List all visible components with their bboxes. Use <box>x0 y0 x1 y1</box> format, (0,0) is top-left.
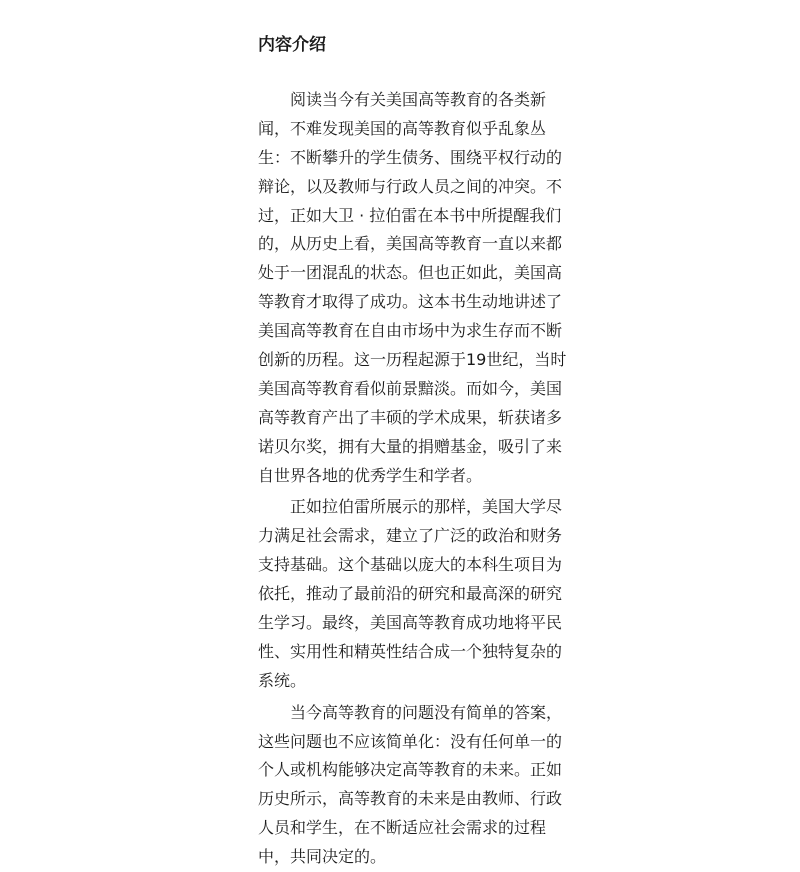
paragraph-line: 辩论，以及教师与行政人员之间的冲突。不 <box>258 176 563 196</box>
paragraph-line: 性、实用性和精英性结合成一个独特复杂的 <box>258 641 563 661</box>
paragraph-line: 正如拉伯雷所展示的那样，美国大学尽 <box>290 497 563 517</box>
introduction-body <box>258 86 567 872</box>
paragraph-line: 处于一团混乱的状态。但也正如此，美国高 <box>258 263 563 283</box>
paragraph-line: 人员和学生，在不断适应社会需求的过程 <box>258 818 547 838</box>
paragraph-line: 闻，不难发现美国的高等教育似乎乱象丛 <box>258 118 547 138</box>
paragraph-line: 诺贝尔奖，拥有大量的捐赠基金，吸引了来 <box>258 436 563 456</box>
paragraph-line: 这些问题也不应该简单化：没有任何单一的 <box>258 731 563 751</box>
paragraph-line: 自世界各地的优秀学生和学者。 <box>258 465 483 485</box>
paragraph-line: 历史所示，高等教育的未来是由教师、行政 <box>258 789 563 809</box>
paragraph-line: 中，共同决定的。 <box>258 847 387 867</box>
paragraph-line: 个人或机构能够决定高等教育的未来。正如 <box>258 760 563 780</box>
paragraph-line: 依托，推动了最前沿的研究和最高深的研究 <box>258 584 563 604</box>
paragraph-line: 阅读当今有关美国高等教育的各类新 <box>290 90 547 109</box>
paragraph-line: 的，从历史上看，美国高等教育一直以来都 <box>258 234 563 254</box>
paragraph-line: 创新的历程。这一历程起源于19世纪，当时 <box>258 350 567 370</box>
paragraph-3 <box>258 699 563 872</box>
paragraph-line: 生：不断攀升的学生债务、围绕平权行动的 <box>258 147 563 167</box>
paragraph-line: 美国高等教育在自由市场中为求生存而不断 <box>258 321 563 341</box>
paragraph-line: 生学习。最终，美国高等教育成功地将平民 <box>258 613 563 633</box>
section-heading: 内容介绍 <box>258 35 326 55</box>
paragraph-line: 当今高等教育的问题没有简单的答案， <box>290 702 563 722</box>
paragraph-line: 力满足社会需求，建立了广泛的政治和财务 <box>258 526 563 546</box>
paragraph-line: 高等教育产出了丰硕的学术成果，斩获诸多 <box>258 407 563 427</box>
paragraph-1 <box>258 86 567 490</box>
paragraph-line: 美国高等教育看似前景黯淡。而如今，美国 <box>258 378 563 398</box>
paragraph-line: 系统。 <box>258 670 307 690</box>
paragraph-line: 过，正如大卫 · 拉伯雷在本书中所提醒我们 <box>258 205 562 225</box>
paragraph-line: 等教育才取得了成功。这本书生动地讲述了 <box>258 292 563 312</box>
paragraph-line: 支持基础。这个基础以庞大的本科生项目为 <box>258 555 563 575</box>
paragraph-2 <box>258 493 563 695</box>
